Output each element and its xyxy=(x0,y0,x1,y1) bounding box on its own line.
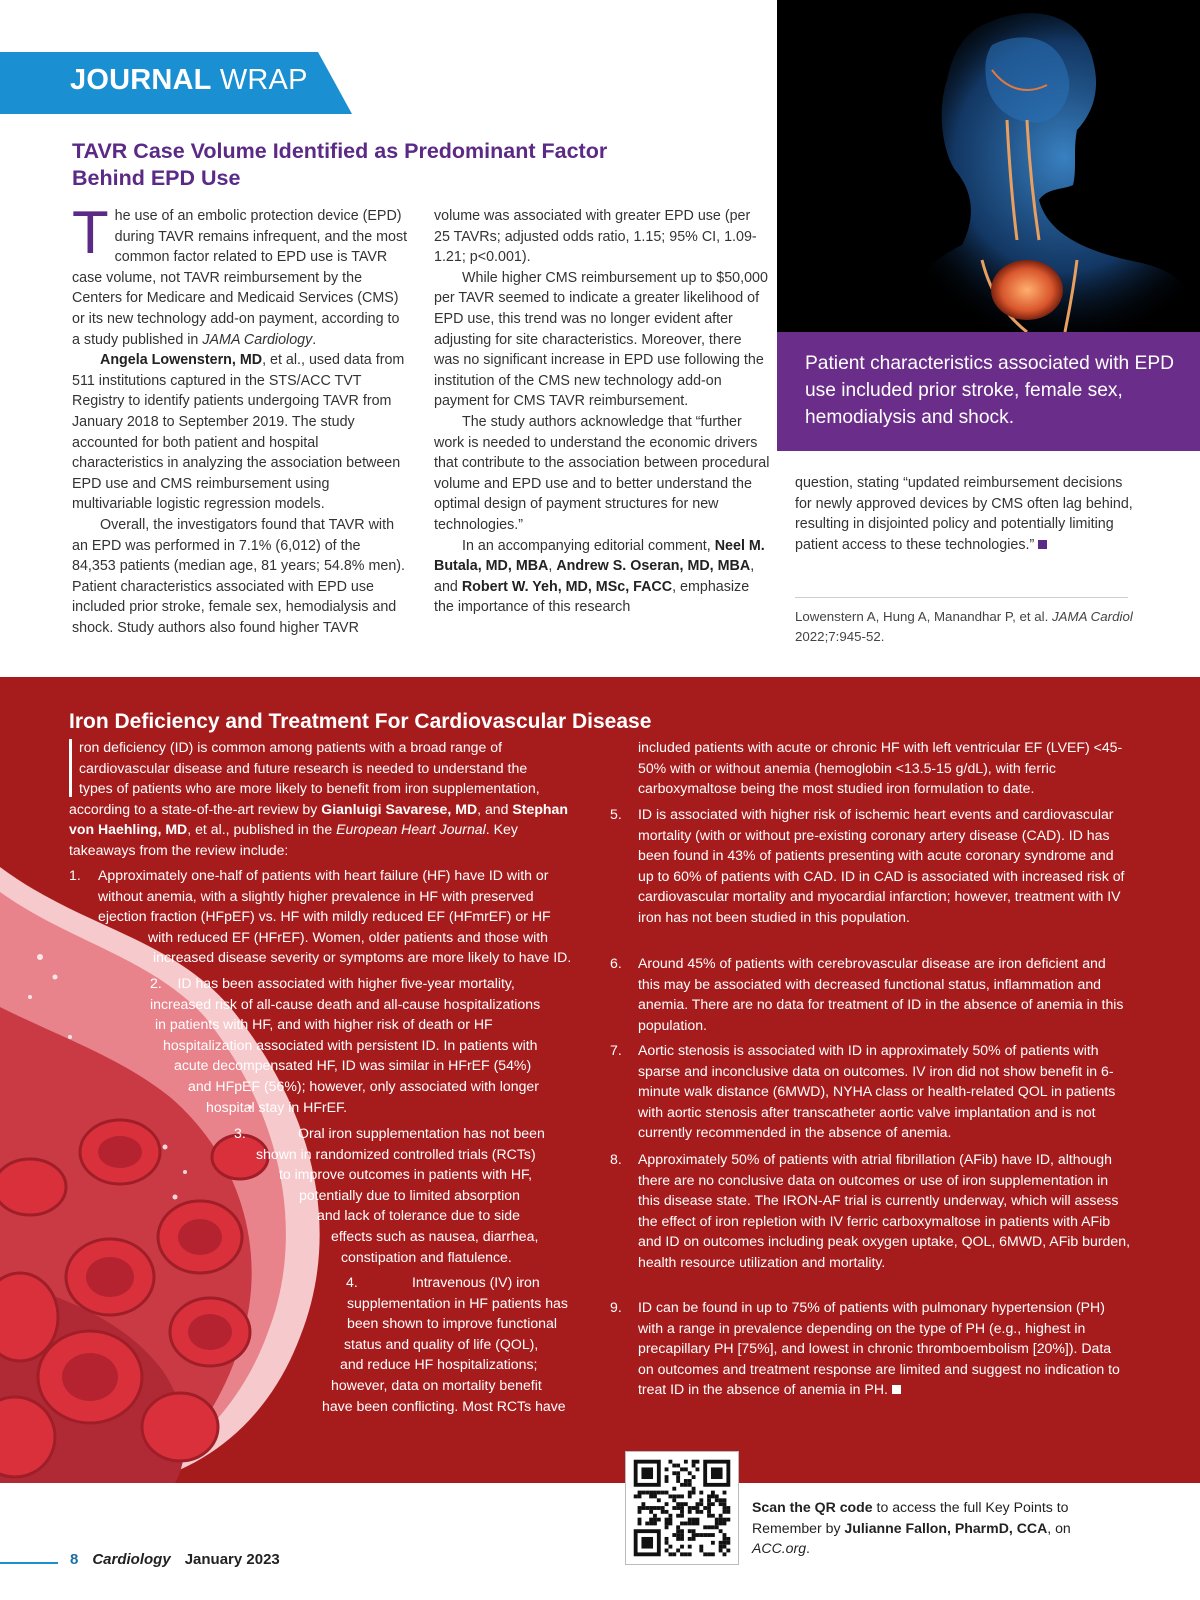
divider xyxy=(795,597,1128,598)
paragraph: In an accompanying editorial comment, Neel M. Butala, MD, MBA, Andrew S. Oseran, MD, MBA, and Robert W. Yeh, MD, MSc, FACC, emphasize the importance of this research xyxy=(434,537,765,616)
anatomy-illustration xyxy=(777,0,1200,332)
folio xyxy=(70,1551,280,1568)
paragraph: Overall, the investigators found that TAVR with an EPD was performed in 7.1% (6,012) of the 84,353 patients (median age, 81 years; 54.8% men). Patient characteristics associated with EPD use included prior stroke, female sex, hemodialysis and shock. Study authors also found higher TAVR xyxy=(72,516,406,636)
paragraph: While higher CMS reimbursement up to $50,000 per TAVR seemed to indicate a greater likelihood of EPD use, this trend was no longer evident after adjusting for site characteristics. Moreover, there was no significant increase in EPD use following the institution of the CMS new technology add-on payment for CMS TAVR reimbursement. xyxy=(434,269,768,410)
list-item-4: 4. Intravenous (IV) iron supplementation in HF patients has been shown to improve functional status and quality of life (QOL), and reduce HF hospitalizations; however, data on mortality benefit have been conflicting. Most RCTs have xyxy=(322,1274,568,1414)
list-item-9: 9. ID can be found in up to 75% of patients with pulmonary hypertension (PH) with a range in prevalence depending on the type of PH (e.g., highest in precapillary PH [75%], and lowest in chronic thromboembolism [20%]). Data on outcomes and treatment response are limited and suggest no indication to treat ID in the absence of anemia in PH. xyxy=(610,1299,1120,1398)
drop-cap xyxy=(69,739,72,797)
article-title: TAVR Case Volume Identified as Predominant Factor Behind EPD Use xyxy=(72,139,608,190)
list-item-2: 2. ID has been associated with higher five-year mortality, increased risk of all-cause death and all-cause hospitalizations in patients with HF, and with higher risk of death or HF hospitalization associated with persistent ID. In patients with acute decompensated HF, ID was similar in HFrEF (54%) and HFpEF (56%); however, only associated with longer hospital stay in HFrEF. xyxy=(150,975,541,1115)
drop-cap: T xyxy=(72,199,109,266)
paragraph: Angela Lowenstern, MD, et al., used data from 511 institutions captured in the STS/ACC TVT Registry to identify patients undergoing TAVR from January 2018 to September 2019. The study accounted for both patient and hospital characteristics in analyzing the association between EPD use and CMS reimbursement using multivariable logistic regression models. xyxy=(72,352,405,513)
end-mark-icon xyxy=(1038,540,1047,549)
qr-caption: Scan the QR code to access the full Key Points to Remember by Julianne Fallon, PharmD, CCA, on ACC.org. xyxy=(752,1499,1071,1557)
iron-deficiency-section xyxy=(0,677,1200,1483)
list-item-8: 8. Approximately 50% of patients with atrial fibrillation (AFib) have ID, although there are no conclusive data on outcomes or use of iron supplementation in this disease state. The IRON-AF trial is currently underway, which will assess the effect of iron repletion with IV ferric carboxymaltose in patients with AFib and ID on outcomes including peak oxygen uptake, QOL, 6MWD, AFib burden, health resource utilization and mortality. xyxy=(610,1151,1130,1270)
article-column-2 xyxy=(434,206,770,618)
paragraph: The use of an embolic protection device (EPD) during TAVR remains infrequent, and the most common factor related to EPD use is TAVR case volume, not TAVR reimbursement by the Centers for Medicare and Medicaid Services (CMS) or its new technology add-on payment, according to a study published in JAMA Cardiology. xyxy=(72,199,408,348)
list-item-1: 1. Approximately one-half of patients with heart failure (HF) have ID with or without anemia, with a slightly higher prevalence in HF with preserved ejection fraction (HFpEF) vs. HF with mildly reduced EF (HFmrEF) or HF with reduced EF (HFrEF). Women, older patients and those with increased disease severity or symptoms are more likely to have ID. xyxy=(69,867,572,966)
issue-date: January 2023 xyxy=(184,1551,280,1568)
list-item-4-continued: included patients with acute or chronic HF with left ventricular EF (LVEF) <45-50% with or without anemia (hemoglobin <13.5-15 g/dL), with ferric carboxymaltose being the most studied iron formulation to date. xyxy=(638,739,1123,797)
article-column-1 xyxy=(72,199,408,638)
list-item-3: 3. Oral iron supplementation has not been shown in randomized controlled trials (RCTs) to improve outcomes in patients with HF, potentially due to limited absorption and lack of tolerance due to side effects such as nausea, diarrhea, constipation and flatulence. xyxy=(234,1125,545,1265)
qr-code[interactable] xyxy=(625,1451,739,1565)
reference: Lowenstern A, Hung A, Manandhar P, et al. JAMA Cardiol 2022;7:945-52. xyxy=(795,609,1133,644)
page-number: 8 xyxy=(70,1551,79,1568)
paragraph: volume was associated with greater EPD use (per 25 TAVRs; adjusted odds ratio, 1.15; 95% CI, 1.09-1.21; p<0.001). xyxy=(434,208,757,266)
list-item-5: 5. ID is associated with higher risk of ischemic heart events and cardiovascular mortality (with or without pre-existing coronary artery disease (CAD). ID has been found in 43% of patients presenting with acute coronary syndrome and up to 60% of patients with CAD. ID in CAD is associated with increased risk of cardiovascular mortality and myocardial infarction; however, treatment with IV iron has not been studied in this population. xyxy=(610,806,1125,925)
pull-quote-text: Patient characteristics associated with EPD use included prior stroke, female sex, hemodialysis and shock. xyxy=(805,353,1174,428)
human-silhouette-image xyxy=(777,0,1200,332)
end-mark-icon xyxy=(892,1385,901,1394)
qr-code-icon xyxy=(626,1452,738,1564)
article-column-3 xyxy=(795,473,1135,555)
list-item-6: 6. Around 45% of patients with cerebrovascular disease are iron deficient and this may be associated with decreased functional status, inflammation and anemia. There are no data for treatment of ID in the absence of anemia in this population. xyxy=(610,955,1124,1033)
banner-title: JOURNAL WRAP xyxy=(70,64,308,96)
publication-name: Cardiology xyxy=(92,1551,171,1568)
pull-quote xyxy=(777,332,1200,451)
section-title: Iron Deficiency and Treatment For Cardiovascular Disease xyxy=(69,710,652,733)
footer-rule xyxy=(0,1562,58,1564)
site-link[interactable]: ACC.org xyxy=(752,1540,807,1557)
section-banner xyxy=(0,52,352,114)
list-item-7: 7. Aortic stenosis is associated with ID in approximately 50% of patients with sparse and inconclusive data on outcomes. IV iron did not show benefit in 6-minute walk distance (6MWD), NYHA class or health-related QOL in patients with aortic stenosis after transcatheter aortic valve implantation and is not currently recommended in the absence of anemia. xyxy=(610,1042,1116,1141)
paragraph: question, stating “updated reimbursement decisions for newly approved devices by CMS often lag behind, resulting in disjointed policy and potentially limiting patient access to these technologies.” xyxy=(795,475,1133,553)
paragraph: The study authors acknowledge that “further work is needed to understand the economic drivers that contribute to the association between procedural volume and EPD use and to better understand the optimal design of payment structures for new technologies.” xyxy=(434,413,770,533)
intro-paragraph: ron deficiency (ID) is common among patients with a broad range of cardiovascular disease and future research is needed to understand the types of patients who are more likely to benefit from iron supplementation, according to a state-of-the-art review by Gianluigi Savarese, MD, and Stephan von Haehling, MD, et al., published in the European Heart Journal. Key takeaways from the review include: xyxy=(69,739,568,858)
